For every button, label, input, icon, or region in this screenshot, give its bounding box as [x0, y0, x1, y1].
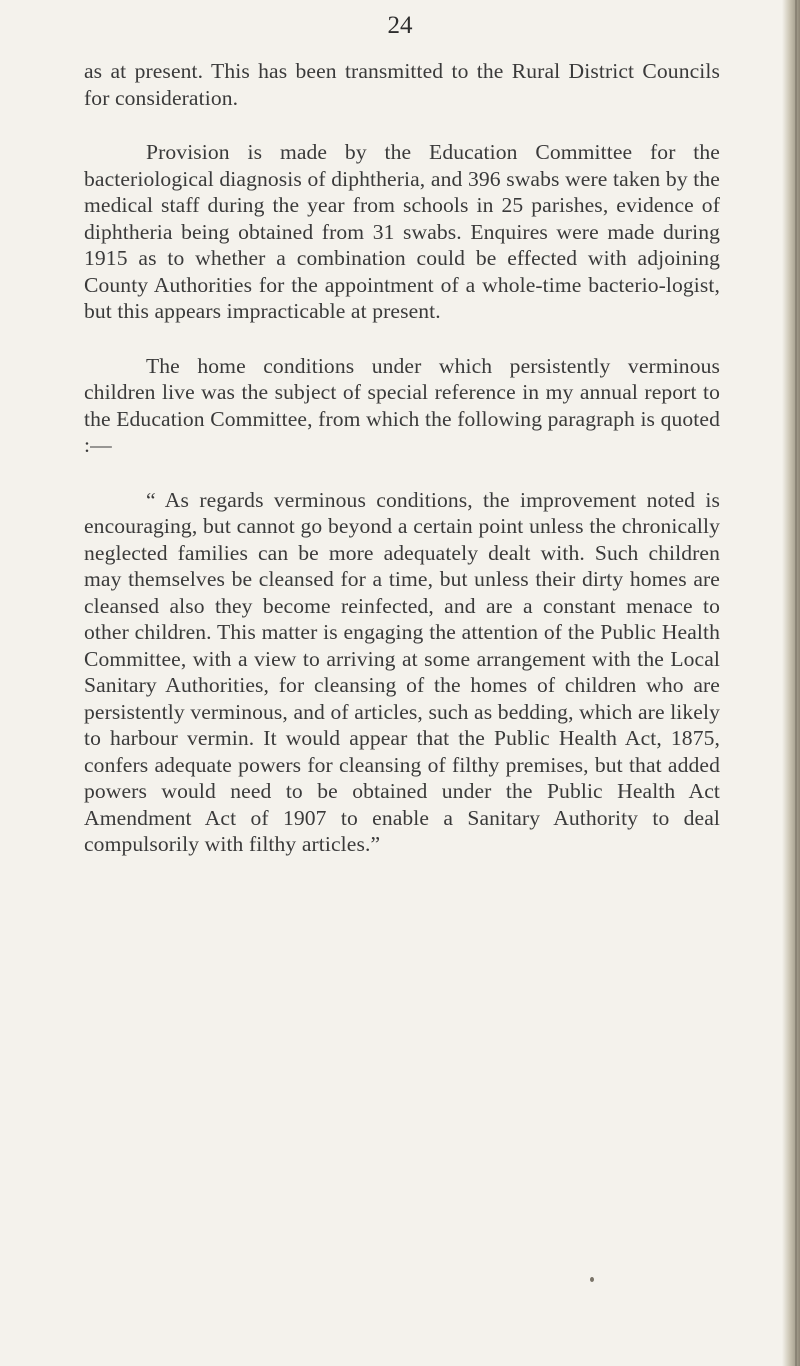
paragraph-bacteriological-diagnosis: Provision is made by the Education Committee for the bacteriological diagnosis of diphtheria, and 396 swabs were taken by the medical staff during the year from schools in 25 parishes, evidence of diphtheria being obtained from 31 swabs. Enquires were made during 1915 as to whether a combination could be effected with adjoining County Authorities for the appointment of a whole-time bacterio-logist, but this appears impracticable at present.	[84, 140, 720, 323]
page-edge-line	[795, 0, 797, 1366]
page-body	[84, 58, 720, 886]
paragraph-home-conditions: The home conditions under which persistently verminous children live was the subject of special reference in my annual report to the Education Committee, from which the following paragraph is quoted :—	[84, 353, 720, 457]
paragraph-continuation: as at present. This has been transmitted to the Rural District Councils for consideration.	[84, 59, 720, 110]
page-edge-shadow	[782, 0, 800, 1366]
quoted-paragraph-verminous-conditions: “ As regards verminous conditions, the improvement noted is encouraging, but cannot go beyond a certain point unless the chronically neglected families can be more adequately dealt with. Such children may themselves be cleansed for a time, but unless their dirty homes are cleansed also they become reinfected, and are a constant menace to other children. This matter is engaging the attention of the Public Health Committee, with a view to arriving at some arrangement with the Local Sanitary Authorities, for cleansing of the homes of children who are persistently verminous, and of articles, such as bedding, which are likely to harbour vermin. It would appear that the Public Health Act, 1875, confers adequate powers for cleansing of filthy premises, but that added powers would need to be obtained under the Public Health Act Amendment Act of 1907 to enable a Sanitary Authority to deal compulsorily with filthy articles.”	[84, 487, 720, 856]
page-number: 24	[387, 12, 413, 39]
paper-speck	[590, 1277, 594, 1282]
